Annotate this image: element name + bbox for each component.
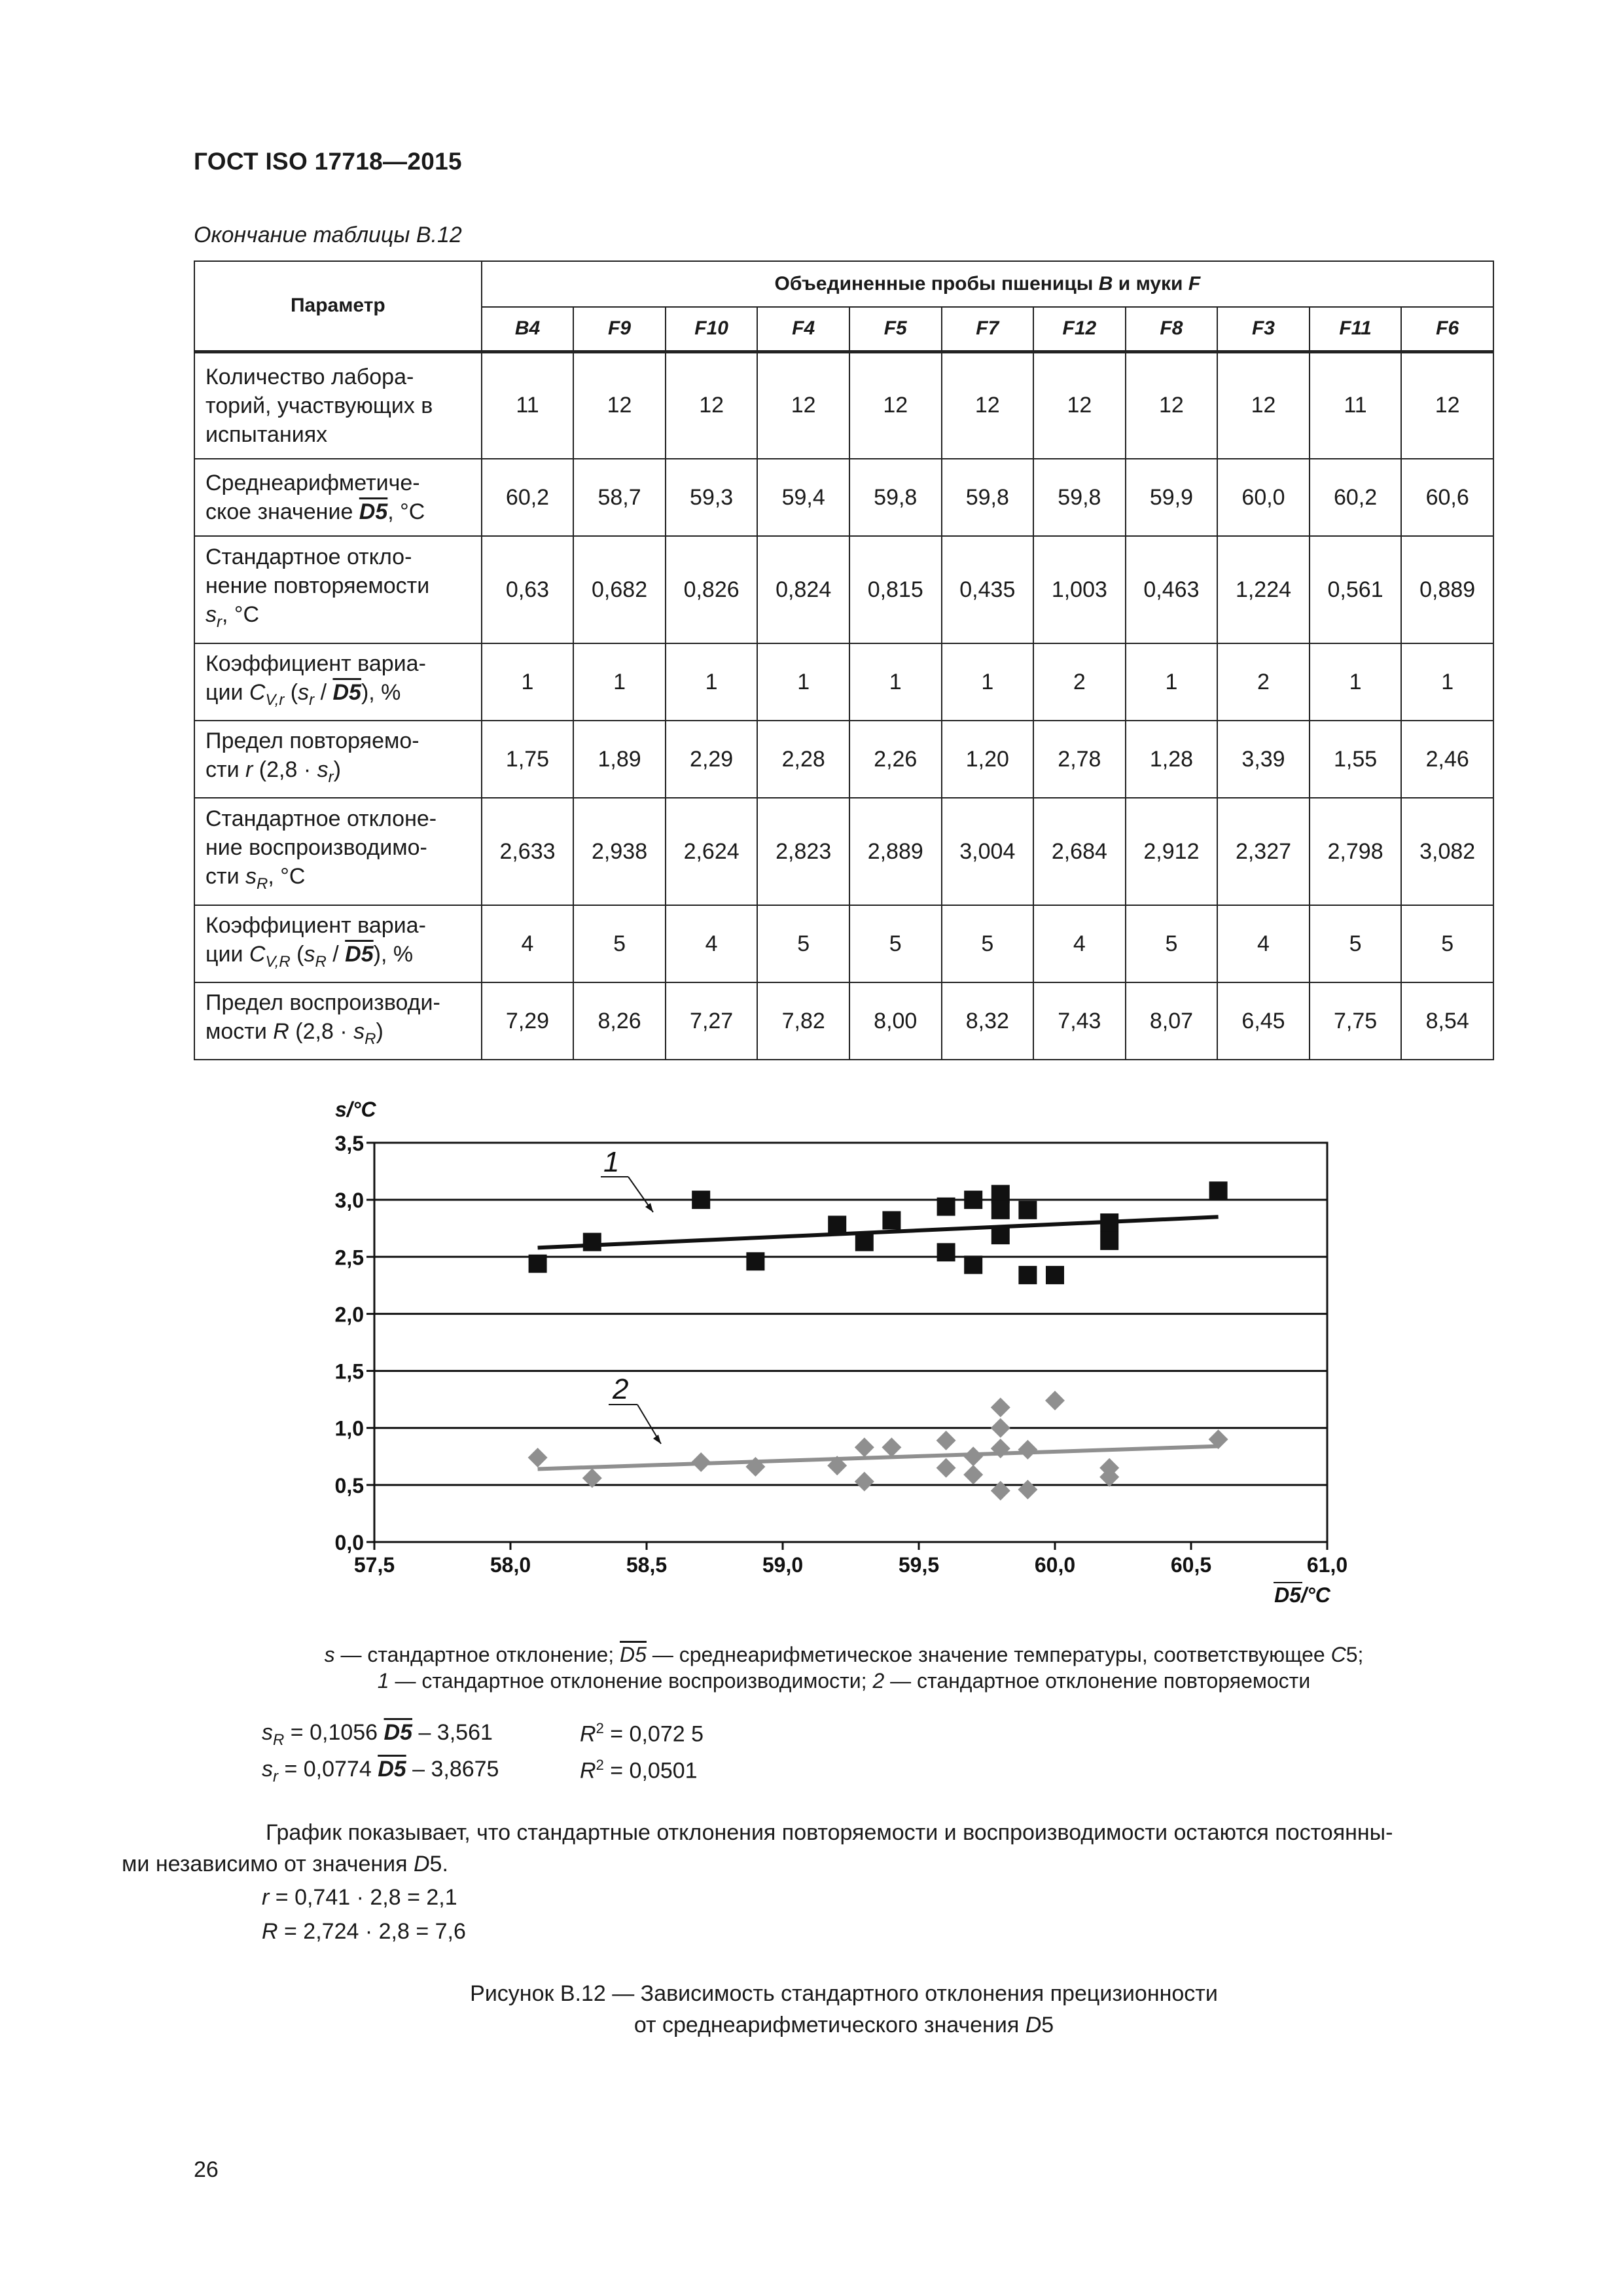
table-cell: 2,26 bbox=[849, 721, 942, 798]
table-cell: 1 bbox=[666, 643, 758, 721]
data-point-square bbox=[1100, 1232, 1118, 1250]
data-point-square bbox=[583, 1233, 601, 1251]
data-point-diamond bbox=[963, 1465, 983, 1484]
series-label-1: 1 bbox=[603, 1146, 620, 1178]
table-cell: 5 bbox=[849, 905, 942, 982]
column-header: F3 bbox=[1217, 307, 1310, 351]
column-header: F8 bbox=[1126, 307, 1218, 351]
table-cell: 12 bbox=[849, 351, 942, 459]
table-cell: 1 bbox=[1126, 643, 1218, 721]
table-cell: 0,463 bbox=[1126, 536, 1218, 643]
data-point-diamond bbox=[882, 1437, 901, 1457]
table-cell: 5 bbox=[573, 905, 666, 982]
table-cell: 2,46 bbox=[1401, 721, 1493, 798]
x-tick-label: 61,0 bbox=[1306, 1553, 1348, 1577]
y-tick-label: 2,0 bbox=[334, 1302, 364, 1327]
table-cell: 0,824 bbox=[757, 536, 849, 643]
data-point-square bbox=[991, 1185, 1010, 1203]
table-cell: 2 bbox=[1033, 643, 1126, 721]
table-cell: 0,815 bbox=[849, 536, 942, 643]
formula-sR: $s_R = 0,1056$ D5 – 3,561 bbox=[262, 1720, 493, 1749]
row-label: Количество лабора- торий, участвующих в испытаниях bbox=[194, 351, 482, 459]
table-cell: 1 bbox=[942, 643, 1034, 721]
data-point-square bbox=[828, 1215, 846, 1234]
data-point-diamond bbox=[855, 1437, 874, 1457]
data-point-square bbox=[937, 1198, 955, 1216]
table-cell: 12 bbox=[573, 351, 666, 459]
table-cell: 1,20 bbox=[942, 721, 1034, 798]
data-point-square bbox=[1018, 1201, 1037, 1219]
table-cell: 0,682 bbox=[573, 536, 666, 643]
formula-sr: $s_r = 0,0774$ D5 – 3,8675 bbox=[262, 1757, 499, 1785]
column-header: F5 bbox=[849, 307, 942, 351]
data-point-square bbox=[964, 1191, 982, 1209]
table-cell: 5 bbox=[1401, 905, 1493, 982]
formula-sR-r2: $R^2 = 0,072$ 5 bbox=[580, 1720, 704, 1747]
data-point-square bbox=[746, 1252, 764, 1270]
table-cell: 2,684 bbox=[1033, 798, 1126, 905]
data-point-square bbox=[855, 1233, 874, 1251]
table-cell: 11 bbox=[482, 351, 574, 459]
table-cell: 12 bbox=[1126, 351, 1218, 459]
table-cell: 4 bbox=[1033, 905, 1126, 982]
x-tick-label: 58,0 bbox=[490, 1553, 531, 1577]
calc-R: R = 2,724 · 2,8 = 7,6 bbox=[262, 1919, 466, 1944]
column-header: F7 bbox=[942, 307, 1034, 351]
data-point-square bbox=[692, 1191, 710, 1209]
leader-arrow-1 bbox=[645, 1203, 653, 1212]
table-cell: 7,82 bbox=[757, 982, 849, 1060]
data-point-square bbox=[991, 1201, 1010, 1219]
data-point-square bbox=[1209, 1181, 1228, 1200]
chart-legend-line-1: s — стандартное отклонение; D5 — среднеарифметическое значение температуры, соответствующее C5; bbox=[324, 1643, 1364, 1666]
y-tick-label: 3,0 bbox=[334, 1189, 364, 1213]
table-cell: 4 bbox=[482, 905, 574, 982]
row-label: Предел воспроизводи- мости R $(2,8 \cdot s_R)$ bbox=[194, 982, 482, 1060]
precision-chart bbox=[308, 1086, 1381, 1623]
table-cell: 5 bbox=[757, 905, 849, 982]
table-cell: 11 bbox=[1310, 351, 1402, 459]
table-cell: 1,89 bbox=[573, 721, 666, 798]
column-header: F11 bbox=[1310, 307, 1402, 351]
table-cell: 3,004 bbox=[942, 798, 1034, 905]
data-point-diamond bbox=[991, 1481, 1010, 1501]
table-cell: 0,435 bbox=[942, 536, 1034, 643]
table-cell: 0,826 bbox=[666, 536, 758, 643]
table-cell: 12 bbox=[757, 351, 849, 459]
data-point-diamond bbox=[963, 1446, 983, 1466]
chart-svg bbox=[308, 1086, 1381, 1623]
y-tick-label: 1,0 bbox=[334, 1416, 364, 1441]
column-header: F12 bbox=[1033, 307, 1126, 351]
table-cell: 60,2 bbox=[1310, 459, 1402, 536]
data-table bbox=[194, 260, 1494, 1060]
data-point-square bbox=[1018, 1266, 1037, 1284]
table-cell: 7,29 bbox=[482, 982, 574, 1060]
table-cell: 60,0 bbox=[1217, 459, 1310, 536]
table-cell: 6,45 bbox=[1217, 982, 1310, 1060]
group-header: Объединенные пробы пшеницы B и муки F bbox=[482, 261, 1493, 307]
table-row bbox=[194, 798, 1493, 905]
table-cell: 2 bbox=[1217, 643, 1310, 721]
y-axis-label: s/°C bbox=[335, 1098, 376, 1121]
row-label: Коэффициент вариа- ции $C_{V,r}$ $(s_r / D5)$, % bbox=[194, 643, 482, 721]
row-label: Стандартное откло- нение повторяемости $s_r$, °C bbox=[194, 536, 482, 643]
x-tick-label: 60,0 bbox=[1034, 1553, 1076, 1577]
leader-arrow-2 bbox=[653, 1435, 661, 1444]
table-cell: 59,8 bbox=[942, 459, 1034, 536]
page-number: 26 bbox=[194, 2157, 219, 2182]
table-cell: 2,889 bbox=[849, 798, 942, 905]
data-point-diamond bbox=[991, 1397, 1010, 1417]
table-cell: 2,938 bbox=[573, 798, 666, 905]
table-cell: 5 bbox=[1126, 905, 1218, 982]
table-row bbox=[194, 905, 1493, 982]
table-cell: 59,3 bbox=[666, 459, 758, 536]
table-cell: 12 bbox=[942, 351, 1034, 459]
x-tick-label: 58,5 bbox=[626, 1553, 668, 1577]
table-cell: 5 bbox=[1310, 905, 1402, 982]
table-cell: 59,8 bbox=[849, 459, 942, 536]
table-row bbox=[194, 721, 1493, 798]
x-tick-label: 57,5 bbox=[353, 1553, 395, 1577]
data-point-square bbox=[937, 1243, 955, 1261]
data-point-diamond bbox=[936, 1431, 956, 1450]
param-header: Параметр bbox=[194, 261, 482, 351]
table-row bbox=[194, 982, 1493, 1060]
table-cell: 2,78 bbox=[1033, 721, 1126, 798]
column-header: F6 bbox=[1401, 307, 1493, 351]
column-header: F4 bbox=[757, 307, 849, 351]
document-header: ГОСТ ISO 17718—2015 bbox=[194, 148, 462, 175]
table-cell: 8,00 bbox=[849, 982, 942, 1060]
x-axis-label: D5/°C bbox=[1274, 1583, 1330, 1607]
table-cell: 59,9 bbox=[1126, 459, 1218, 536]
series-label-2: 2 bbox=[613, 1373, 629, 1405]
column-header: B4 bbox=[482, 307, 574, 351]
y-tick-label: 3,5 bbox=[334, 1132, 364, 1155]
table-row bbox=[194, 536, 1493, 643]
table-cell: 2,912 bbox=[1126, 798, 1218, 905]
table-cell: 1,75 bbox=[482, 721, 574, 798]
table-row bbox=[194, 643, 1493, 721]
table-cell: 2,28 bbox=[757, 721, 849, 798]
x-tick-label: 60,5 bbox=[1170, 1553, 1212, 1577]
table-cell: 3,082 bbox=[1401, 798, 1493, 905]
table-row bbox=[194, 459, 1493, 536]
table-cell: 8,54 bbox=[1401, 982, 1493, 1060]
table-cell: 5 bbox=[942, 905, 1034, 982]
table-cell: 2,29 bbox=[666, 721, 758, 798]
table-cell: 2,327 bbox=[1217, 798, 1310, 905]
table-cell: 2,798 bbox=[1310, 798, 1402, 905]
table-cell: 12 bbox=[1217, 351, 1310, 459]
x-tick-label: 59,5 bbox=[898, 1553, 940, 1577]
data-point-diamond bbox=[528, 1448, 548, 1467]
table-cell: 1 bbox=[1401, 643, 1493, 721]
data-point-diamond bbox=[936, 1458, 956, 1478]
row-label: Среднеарифметиче- ское значение D5, °C bbox=[194, 459, 482, 536]
data-point-diamond bbox=[691, 1452, 711, 1472]
table-cell: 7,27 bbox=[666, 982, 758, 1060]
data-point-diamond bbox=[1045, 1391, 1065, 1410]
table-cell: 4 bbox=[666, 905, 758, 982]
table-cell: 1 bbox=[1310, 643, 1402, 721]
data-point-square bbox=[991, 1226, 1010, 1244]
data-point-diamond bbox=[1018, 1440, 1037, 1460]
table-cell: 1,224 bbox=[1217, 536, 1310, 643]
table-cell: 7,75 bbox=[1310, 982, 1402, 1060]
table-cell: 2,823 bbox=[757, 798, 849, 905]
plot-frame bbox=[374, 1143, 1327, 1542]
table-row bbox=[194, 351, 1493, 459]
table-cell: 4 bbox=[1217, 905, 1310, 982]
table-cell: 60,6 bbox=[1401, 459, 1493, 536]
table-cell: 3,39 bbox=[1217, 721, 1310, 798]
table-cell: 12 bbox=[1401, 351, 1493, 459]
y-tick-label: 2,5 bbox=[334, 1246, 364, 1270]
table-caption: Окончание таблицы В.12 bbox=[194, 223, 462, 247]
data-point-square bbox=[964, 1255, 982, 1274]
table-cell: 0,63 bbox=[482, 536, 574, 643]
x-tick-label: 59,0 bbox=[762, 1553, 804, 1577]
table-cell: 1,003 bbox=[1033, 536, 1126, 643]
data-point-diamond bbox=[1018, 1480, 1037, 1499]
table-cell: 12 bbox=[1033, 351, 1126, 459]
table-cell: 59,8 bbox=[1033, 459, 1126, 536]
table-cell: 2,633 bbox=[482, 798, 574, 905]
table-cell: 1,55 bbox=[1310, 721, 1402, 798]
data-point-square bbox=[1046, 1266, 1064, 1284]
table-cell: 1 bbox=[573, 643, 666, 721]
table-cell: 58,7 bbox=[573, 459, 666, 536]
table-cell: 1 bbox=[482, 643, 574, 721]
table-cell: 8,26 bbox=[573, 982, 666, 1060]
table-cell: 12 bbox=[666, 351, 758, 459]
chart-legend-line-2: 1 — стандартное отклонение воспроизводимости; 2 — стандартное отклонение повторяемости bbox=[377, 1669, 1311, 1693]
figure-caption-line-2: от среднеарифметического значения D5 bbox=[633, 2013, 1054, 2037]
table-cell: 60,2 bbox=[482, 459, 574, 536]
row-label: Предел повторяемо- сти r $(2,8 \cdot s_r)$ bbox=[194, 721, 482, 798]
table-cell: 0,889 bbox=[1401, 536, 1493, 643]
table-cell: 8,32 bbox=[942, 982, 1034, 1060]
table-cell: 59,4 bbox=[757, 459, 849, 536]
figure-caption-line-1: Рисунок В.12 — Зависимость стандартного отклонения прецизионности bbox=[470, 1981, 1218, 2006]
data-point-square bbox=[1100, 1213, 1118, 1232]
row-label: Стандартное отклоне- ние воспроизводимо- сти $s_R$, °C bbox=[194, 798, 482, 905]
body-paragraph: График показывает, что стандартные отклонения повторяемости и воспроизводимости остаются постоянны- ми независимо от значения D5. bbox=[122, 1820, 1393, 1876]
data-point-square bbox=[529, 1255, 547, 1273]
row-label: Коэффициент вариа- ции $C_{V,R}$ $(s_R / D5)$, % bbox=[194, 905, 482, 982]
y-tick-label: 0,5 bbox=[334, 1473, 364, 1498]
column-header: F10 bbox=[666, 307, 758, 351]
table-cell: 1 bbox=[849, 643, 942, 721]
data-point-square bbox=[882, 1211, 901, 1230]
y-tick-label: 1,5 bbox=[334, 1359, 364, 1384]
data-point-diamond bbox=[991, 1418, 1010, 1438]
y-tick-label: 0,0 bbox=[334, 1531, 364, 1554]
data-point-diamond bbox=[855, 1472, 874, 1492]
table-cell: 8,07 bbox=[1126, 982, 1218, 1060]
calc-r: r = 0,741 · 2,8 = 2,1 bbox=[262, 1885, 457, 1910]
table-cell: 1 bbox=[757, 643, 849, 721]
table-cell: 0,561 bbox=[1310, 536, 1402, 643]
formula-sr-r2: $R^2 = 0,0501$ bbox=[580, 1757, 698, 1784]
column-header: F9 bbox=[573, 307, 666, 351]
table-cell: 1,28 bbox=[1126, 721, 1218, 798]
table-cell: 2,624 bbox=[666, 798, 758, 905]
table-cell: 7,43 bbox=[1033, 982, 1126, 1060]
